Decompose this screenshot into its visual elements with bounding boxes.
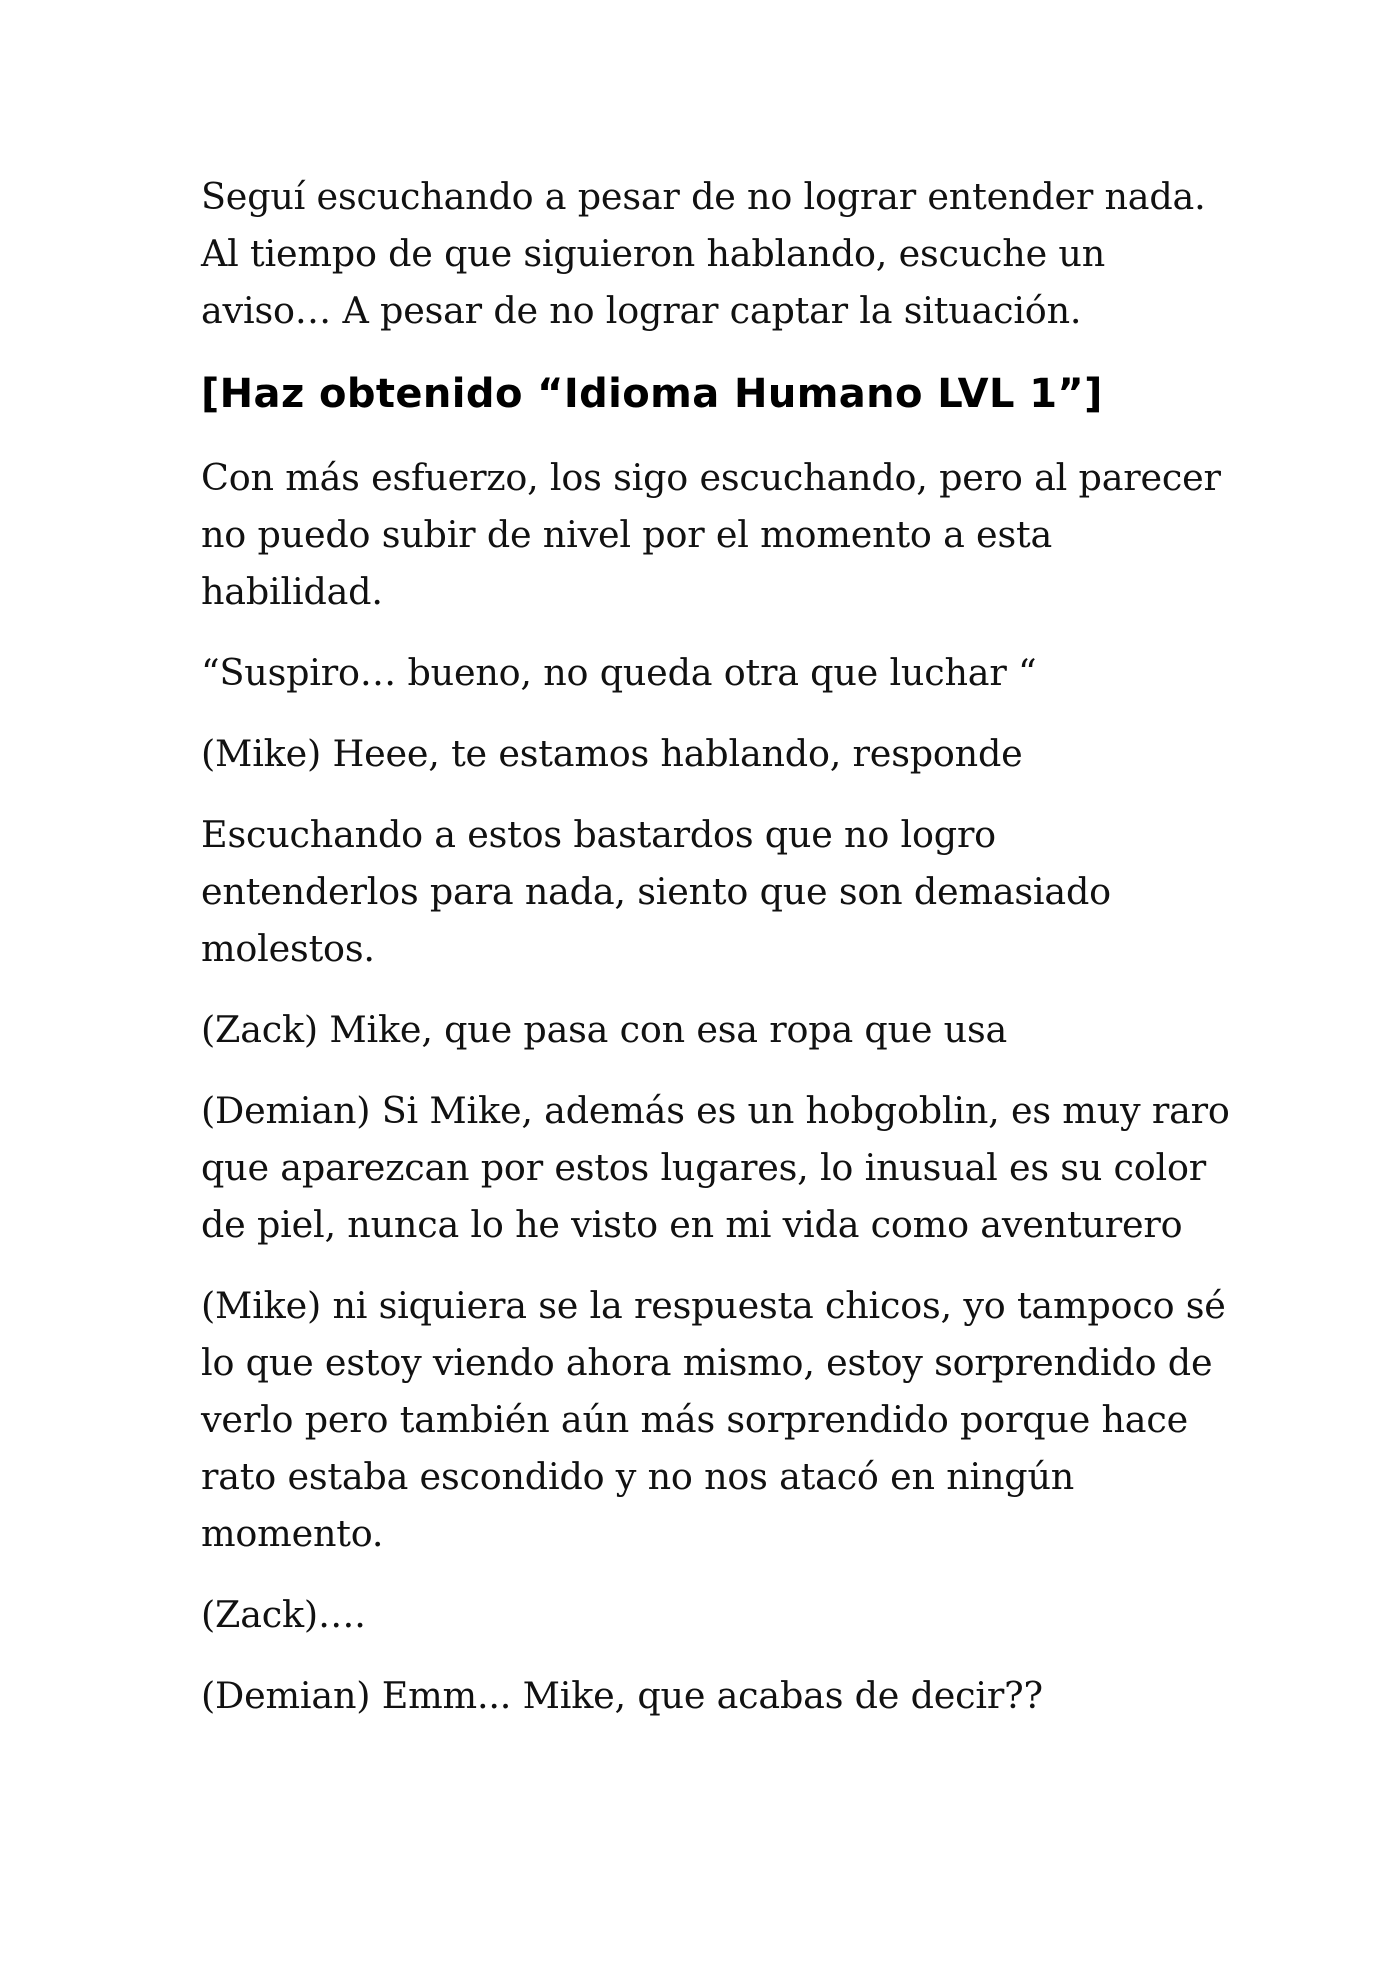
- text-line: lo que estoy viendo ahora mismo, estoy sorprendido de: [201, 1341, 1213, 1384]
- paragraph: [201, 1001, 1211, 1058]
- text-line: momento.: [201, 1512, 384, 1555]
- text-line: entenderlos para nada, siento que son demasiado: [201, 870, 1111, 913]
- skill-notification-heading: [Haz obtenido “Idioma Humano LVL 1”]: [201, 371, 1103, 417]
- text-line: (Demian) Emm... Mike, que acabas de decir??: [201, 1674, 1043, 1717]
- text-line: Escuchando a estos bastardos que no logro: [201, 813, 996, 856]
- text-line: de piel, nunca lo he visto en mi vida como aventurero: [201, 1203, 1183, 1246]
- paragraph: [201, 449, 1221, 620]
- text-line: rato estaba escondido y no nos atacó en ningún: [201, 1455, 1075, 1498]
- paragraph: [201, 1082, 1230, 1253]
- text-line: Con más esfuerzo, los sigo escuchando, pero al parecer: [201, 456, 1221, 499]
- text-line: verlo pero también aún más sorprendido porque hace: [201, 1398, 1189, 1441]
- paragraph: [201, 1277, 1226, 1562]
- text-line: molestos.: [201, 927, 375, 970]
- paragraph: [201, 1667, 1211, 1724]
- text-line: (Mike) ni siquiera se la respuesta chicos, yo tampoco sé: [201, 1284, 1226, 1327]
- paragraph: [201, 168, 1211, 339]
- paragraph: [201, 1586, 1211, 1643]
- text-line: Al tiempo de que siguieron hablando, escuche un: [201, 232, 1106, 275]
- text-line: “Suspiro… bueno, no queda otra que luchar “: [201, 651, 1037, 694]
- text-line: no puedo subir de nivel por el momento a esta: [201, 513, 1053, 556]
- text-line: (Mike) Heee, te estamos hablando, responde: [201, 732, 1023, 775]
- text-line: aviso… A pesar de no lograr captar la situación.: [201, 289, 1082, 332]
- text-line: (Zack)….: [201, 1593, 366, 1636]
- text-line: que aparezcan por estos lugares, lo inusual es su color: [201, 1146, 1207, 1189]
- text-line: (Zack) Mike, que pasa con esa ropa que usa: [201, 1008, 1008, 1051]
- document-body: [201, 168, 1230, 1748]
- paragraph: [201, 806, 1211, 977]
- text-line: (Demian) Si Mike, además es un hobgoblin, es muy raro: [201, 1089, 1230, 1132]
- paragraph: [201, 644, 1211, 701]
- paragraph: [201, 725, 1211, 782]
- text-line: Seguí escuchando a pesar de no lograr entender nada.: [201, 175, 1206, 218]
- text-line: habilidad.: [201, 570, 383, 613]
